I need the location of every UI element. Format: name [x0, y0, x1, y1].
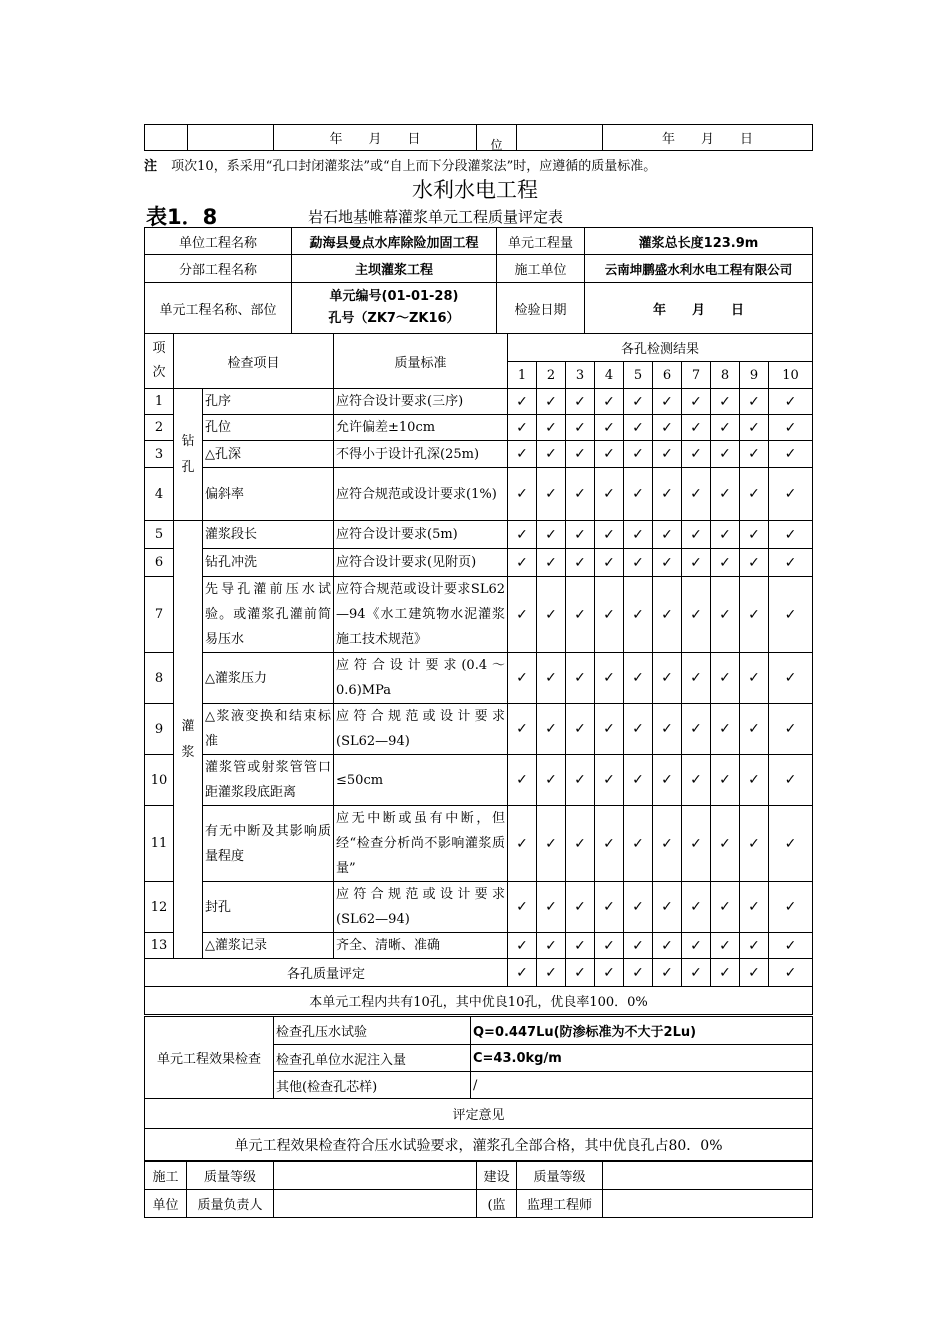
- check-mark: ✓: [740, 415, 769, 441]
- effect-item-name: 其他(检查孔芯样): [274, 1072, 471, 1099]
- check-mark: ✓: [566, 704, 595, 755]
- hole-number-header: 2: [537, 362, 566, 389]
- check-mark: ✓: [624, 755, 653, 806]
- hole-quality-mark: ✓: [508, 959, 537, 987]
- hole-quality-mark: ✓: [682, 959, 711, 987]
- check-mark: ✓: [769, 577, 813, 653]
- check-mark: ✓: [537, 415, 566, 441]
- contractor-label: 施工单位: [497, 255, 585, 283]
- quality-standard: 应符合设计要求(三序): [334, 389, 508, 415]
- group-grouting: [174, 521, 203, 959]
- check-mark: ✓: [769, 882, 813, 933]
- check-mark: ✓: [653, 882, 682, 933]
- inspection-date-label: 检验日期: [497, 283, 585, 334]
- check-mark: ✓: [682, 577, 711, 653]
- quality-standard: 应符合设计要求(5m): [334, 521, 508, 549]
- check-mark: ✓: [595, 415, 624, 441]
- table-row: [145, 882, 813, 933]
- check-mark: ✓: [595, 755, 624, 806]
- group-char: 浆: [181, 744, 195, 760]
- opinion-label: 评定意见: [145, 1099, 813, 1129]
- check-mark: ✓: [682, 933, 711, 959]
- quality-standard: 应符合设计要求(0.4～0.6)MPa: [334, 653, 508, 704]
- builder-label-1: 施工: [145, 1162, 187, 1190]
- check-mark: ✓: [653, 468, 682, 521]
- check-mark: ✓: [595, 806, 624, 882]
- summary-text: 本单元工程内共有10孔，其中优良10孔，优良率100．0%: [145, 987, 813, 1015]
- check-mark: ✓: [508, 653, 537, 704]
- item-no: 8: [145, 653, 174, 704]
- effect-item-name: 检查孔单位水泥注入量: [274, 1045, 471, 1072]
- effect-item-value: C=43.0kg/m: [471, 1045, 813, 1072]
- table-row: [145, 653, 813, 704]
- check-mark: ✓: [566, 806, 595, 882]
- check-mark: ✓: [537, 653, 566, 704]
- hole-quality-mark: ✓: [769, 959, 813, 987]
- element-number: 单元编号(01-01-28): [329, 289, 459, 304]
- element-name-label: 单元工程名称、部位: [145, 283, 292, 334]
- check-mark: ✓: [595, 389, 624, 415]
- check-mark: ✓: [711, 415, 740, 441]
- check-mark: ✓: [682, 389, 711, 415]
- item-no: 10: [145, 755, 174, 806]
- hole-number-header: 4: [595, 362, 624, 389]
- check-mark: ✓: [682, 441, 711, 468]
- hole-number-header: 7: [682, 362, 711, 389]
- check-mark: ✓: [653, 521, 682, 549]
- check-mark: ✓: [682, 521, 711, 549]
- check-mark: ✓: [711, 882, 740, 933]
- check-item: △孔深: [203, 441, 334, 468]
- quality-grade-label: 质量等级: [187, 1162, 274, 1190]
- check-mark: ✓: [769, 521, 813, 549]
- check-mark: ✓: [740, 577, 769, 653]
- item-no: 4: [145, 468, 174, 521]
- item-no: 7: [145, 577, 174, 653]
- item-no: 9: [145, 704, 174, 755]
- fragment-cell: [517, 125, 603, 151]
- check-mark: ✓: [624, 653, 653, 704]
- check-mark: ✓: [624, 933, 653, 959]
- check-mark: ✓: [537, 549, 566, 577]
- check-mark: ✓: [566, 468, 595, 521]
- check-mark: ✓: [537, 521, 566, 549]
- check-item: 孔位: [203, 415, 334, 441]
- check-mark: ✓: [740, 521, 769, 549]
- check-mark: ✓: [537, 882, 566, 933]
- check-mark: ✓: [566, 549, 595, 577]
- quality-standard: 允许偏差±10cm: [334, 415, 508, 441]
- check-item-header: 检查项目: [174, 334, 334, 389]
- check-mark: ✓: [595, 521, 624, 549]
- check-mark: ✓: [537, 441, 566, 468]
- check-item: △浆液变换和结束标准: [203, 704, 334, 755]
- item-no: 3: [145, 441, 174, 468]
- quality-grade-label-2: 质量等级: [517, 1162, 603, 1190]
- hole-number-header: 9: [740, 362, 769, 389]
- check-mark: ✓: [595, 577, 624, 653]
- check-mark: ✓: [740, 933, 769, 959]
- check-mark: ✓: [740, 755, 769, 806]
- check-mark: ✓: [682, 704, 711, 755]
- previous-table-fragment: [144, 124, 813, 151]
- check-mark: ✓: [653, 653, 682, 704]
- check-mark: ✓: [769, 415, 813, 441]
- quality-standard: 不得小于设计孔深(25m): [334, 441, 508, 468]
- table-title: 岩石地基帷幕灌浆单元工程质量评定表: [308, 208, 564, 226]
- check-mark: ✓: [653, 441, 682, 468]
- check-mark: ✓: [537, 577, 566, 653]
- check-mark: ✓: [595, 933, 624, 959]
- item-no-header: [145, 334, 174, 389]
- check-mark: ✓: [682, 415, 711, 441]
- check-mark: ✓: [682, 653, 711, 704]
- check-item: 偏斜率: [203, 468, 334, 521]
- group-drilling: [174, 389, 203, 521]
- table-row: [145, 755, 813, 806]
- hole-quality-mark: ✓: [711, 959, 740, 987]
- check-mark: ✓: [711, 755, 740, 806]
- item-no: 1: [145, 389, 174, 415]
- check-mark: ✓: [682, 755, 711, 806]
- hole-quality-label: 各孔质量评定: [145, 959, 508, 987]
- quality-standard: 应符合规范或设计要求(1%): [334, 468, 508, 521]
- check-mark: ✓: [624, 389, 653, 415]
- check-mark: ✓: [624, 806, 653, 882]
- item-no: 12: [145, 882, 174, 933]
- element-qty-label: 单元工程量: [497, 228, 585, 255]
- fragment-cell: [188, 125, 274, 151]
- check-mark: ✓: [740, 806, 769, 882]
- table-row: [145, 521, 813, 549]
- check-mark: ✓: [769, 933, 813, 959]
- check-mark: ✓: [740, 653, 769, 704]
- group-char: 灌: [181, 718, 195, 734]
- quality-standard: 应符合规范或设计要求(SL62—94): [334, 704, 508, 755]
- check-mark: ✓: [566, 441, 595, 468]
- check-mark: ✓: [711, 389, 740, 415]
- header-table: [144, 227, 813, 334]
- check-mark: ✓: [566, 415, 595, 441]
- check-mark: ✓: [624, 415, 653, 441]
- quality-owner-label: 质量负责人: [187, 1190, 274, 1218]
- check-mark: ✓: [508, 468, 537, 521]
- check-mark: ✓: [566, 933, 595, 959]
- inspection-table: [144, 333, 813, 1015]
- check-mark: ✓: [624, 882, 653, 933]
- quality-owner-value: [274, 1190, 477, 1218]
- check-mark: ✓: [769, 468, 813, 521]
- check-mark: ✓: [711, 704, 740, 755]
- fragment-cut-label: 位: [477, 125, 517, 151]
- check-mark: ✓: [624, 468, 653, 521]
- hole-number-header: 1: [508, 362, 537, 389]
- quality-standard: 齐全、清晰、准确: [334, 933, 508, 959]
- check-mark: ✓: [566, 577, 595, 653]
- table-row: [145, 933, 813, 959]
- quality-standard: 应符合设计要求(见附页): [334, 549, 508, 577]
- check-item: 先导孔灌前压水试验。或灌浆孔灌前简易压水: [203, 577, 334, 653]
- effect-table: [144, 1016, 813, 1161]
- check-mark: ✓: [508, 933, 537, 959]
- quality-standard: 应符合规范或设计要求SL62—94《水工建筑物水泥灌浆施工技术规范》: [334, 577, 508, 653]
- check-mark: ✓: [624, 577, 653, 653]
- effect-item-value: Q=0.447Lu(防渗标准为不大于2Lu): [471, 1017, 813, 1045]
- check-mark: ✓: [508, 521, 537, 549]
- effect-label: 单元工程效果检查: [145, 1017, 274, 1099]
- check-mark: ✓: [769, 653, 813, 704]
- hole-number-header: 8: [711, 362, 740, 389]
- check-mark: ✓: [682, 806, 711, 882]
- check-mark: ✓: [537, 389, 566, 415]
- check-mark: ✓: [711, 577, 740, 653]
- check-mark: ✓: [682, 468, 711, 521]
- check-mark: ✓: [740, 882, 769, 933]
- check-mark: ✓: [537, 806, 566, 882]
- group-char: 孔: [181, 459, 195, 475]
- check-mark: ✓: [711, 468, 740, 521]
- quality-grade-value-2: [603, 1162, 813, 1190]
- item-no: 11: [145, 806, 174, 882]
- quality-standard: 应无中断或虽有中断，但经“检查分析尚不影响灌浆质量”: [334, 806, 508, 882]
- quality-standard: 应符合规范或设计要求(SL62—94): [334, 882, 508, 933]
- check-mark: ✓: [711, 441, 740, 468]
- check-mark: ✓: [711, 549, 740, 577]
- check-mark: ✓: [566, 653, 595, 704]
- item-no-header-2: 次: [152, 365, 166, 380]
- table-row: [145, 704, 813, 755]
- check-mark: ✓: [566, 521, 595, 549]
- check-mark: ✓: [566, 882, 595, 933]
- item-no-header-1: 项: [152, 341, 166, 356]
- unit-project-label: 单位工程名称: [145, 228, 292, 255]
- client-label-2: (监: [477, 1190, 517, 1218]
- check-mark: ✓: [711, 806, 740, 882]
- check-mark: ✓: [595, 882, 624, 933]
- opinion-text: 单元工程效果检查符合压水试验要求，灌浆孔全部合格，其中优良孔占80．0%: [145, 1129, 813, 1161]
- table-row: [145, 806, 813, 882]
- check-mark: ✓: [711, 933, 740, 959]
- check-mark: ✓: [508, 577, 537, 653]
- check-mark: ✓: [653, 415, 682, 441]
- check-mark: ✓: [508, 806, 537, 882]
- check-mark: ✓: [508, 389, 537, 415]
- check-item: 封孔: [203, 882, 334, 933]
- check-mark: ✓: [508, 415, 537, 441]
- signoff-table: [144, 1161, 813, 1218]
- check-mark: ✓: [624, 549, 653, 577]
- check-mark: ✓: [595, 704, 624, 755]
- check-mark: ✓: [653, 549, 682, 577]
- table-row: [145, 441, 813, 468]
- check-mark: ✓: [624, 704, 653, 755]
- check-mark: ✓: [537, 755, 566, 806]
- unit-project-value: 勐海县曼点水库除险加固工程: [292, 228, 497, 255]
- check-mark: ✓: [769, 704, 813, 755]
- item-no: 2: [145, 415, 174, 441]
- check-mark: ✓: [653, 755, 682, 806]
- check-mark: ✓: [653, 806, 682, 882]
- check-mark: ✓: [653, 389, 682, 415]
- check-mark: ✓: [566, 755, 595, 806]
- hole-quality-mark: ✓: [624, 959, 653, 987]
- supervisor-label: 监理工程师: [517, 1190, 603, 1218]
- fragment-date-left: 年 月 日: [274, 125, 477, 151]
- check-mark: ✓: [595, 441, 624, 468]
- check-mark: ✓: [769, 806, 813, 882]
- document-heading: 水利水电工程: [412, 178, 538, 202]
- check-mark: ✓: [537, 468, 566, 521]
- item-no: 5: [145, 521, 174, 549]
- table-row: [145, 577, 813, 653]
- check-mark: ✓: [769, 755, 813, 806]
- hole-quality-mark: ✓: [595, 959, 624, 987]
- hole-number-header: 6: [653, 362, 682, 389]
- fragment-date-right: 年 月 日: [603, 125, 813, 151]
- effect-item-name: 检查孔压水试验: [274, 1017, 471, 1045]
- check-mark: ✓: [537, 933, 566, 959]
- check-mark: ✓: [653, 577, 682, 653]
- check-mark: ✓: [537, 704, 566, 755]
- quality-standard: ≤50cm: [334, 755, 508, 806]
- check-mark: ✓: [508, 441, 537, 468]
- table-row: [145, 549, 813, 577]
- check-mark: ✓: [595, 653, 624, 704]
- sub-project-value: 主坝灌浆工程: [292, 255, 497, 283]
- group-char: 钻: [181, 433, 195, 449]
- check-mark: ✓: [508, 882, 537, 933]
- supervisor-value: [603, 1190, 813, 1218]
- note-label: 注: [144, 159, 158, 174]
- client-label-1: 建设: [477, 1162, 517, 1190]
- item-no: 13: [145, 933, 174, 959]
- check-mark: ✓: [740, 441, 769, 468]
- quality-grade-value: [274, 1162, 477, 1190]
- hole-number-header: 10: [769, 362, 813, 389]
- check-item: △灌浆记录: [203, 933, 334, 959]
- note-text: 项次10，系采用“孔口封闭灌浆法”或“自上而下分段灌浆法”时，应遵循的质量标准。: [171, 159, 657, 174]
- table-row: [145, 468, 813, 521]
- check-mark: ✓: [682, 882, 711, 933]
- check-item: 孔序: [203, 389, 334, 415]
- check-mark: ✓: [508, 755, 537, 806]
- hole-number-header: 3: [566, 362, 595, 389]
- check-mark: ✓: [740, 468, 769, 521]
- contractor-value: 云南坤鹏盛水利水电工程有限公司: [585, 255, 813, 283]
- standard-header: 质量标准: [334, 334, 508, 389]
- check-mark: ✓: [711, 521, 740, 549]
- check-item: 钻孔冲洗: [203, 549, 334, 577]
- check-mark: ✓: [653, 704, 682, 755]
- effect-item-value: /: [471, 1072, 813, 1099]
- check-mark: ✓: [769, 441, 813, 468]
- note: [144, 155, 656, 174]
- item-no: 6: [145, 549, 174, 577]
- hole-number: 孔号（ZK7～ZK16）: [328, 311, 460, 326]
- fragment-cell: [145, 125, 188, 151]
- element-qty-value: 灌浆总长度123.9m: [585, 228, 813, 255]
- check-mark: ✓: [769, 389, 813, 415]
- check-item: 灌浆段长: [203, 521, 334, 549]
- check-mark: ✓: [624, 521, 653, 549]
- check-item: 有无中断及其影响质量程度: [203, 806, 334, 882]
- inspection-date-value: 年 月 日: [585, 283, 813, 334]
- check-mark: ✓: [740, 549, 769, 577]
- hole-number-header: 5: [624, 362, 653, 389]
- hole-quality-mark: ✓: [653, 959, 682, 987]
- check-mark: ✓: [566, 389, 595, 415]
- element-name-value: [292, 283, 497, 334]
- hole-quality-mark: ✓: [537, 959, 566, 987]
- table-row: [145, 415, 813, 441]
- check-mark: ✓: [595, 468, 624, 521]
- hole-quality-mark: ✓: [566, 959, 595, 987]
- hole-quality-mark: ✓: [740, 959, 769, 987]
- check-mark: ✓: [508, 549, 537, 577]
- builder-label-2: 单位: [145, 1190, 187, 1218]
- check-mark: ✓: [653, 933, 682, 959]
- sub-project-label: 分部工程名称: [145, 255, 292, 283]
- check-item: △灌浆压力: [203, 653, 334, 704]
- check-mark: ✓: [711, 653, 740, 704]
- check-mark: ✓: [624, 441, 653, 468]
- table-row: [145, 389, 813, 415]
- check-mark: ✓: [682, 549, 711, 577]
- check-mark: ✓: [769, 549, 813, 577]
- check-mark: ✓: [740, 704, 769, 755]
- check-mark: ✓: [740, 389, 769, 415]
- results-header: 各孔检测结果: [508, 334, 813, 362]
- check-item: 灌浆管或射浆管管口距灌浆段底距离: [203, 755, 334, 806]
- check-mark: ✓: [508, 704, 537, 755]
- check-mark: ✓: [595, 549, 624, 577]
- table-number: 表1．8: [146, 205, 218, 229]
